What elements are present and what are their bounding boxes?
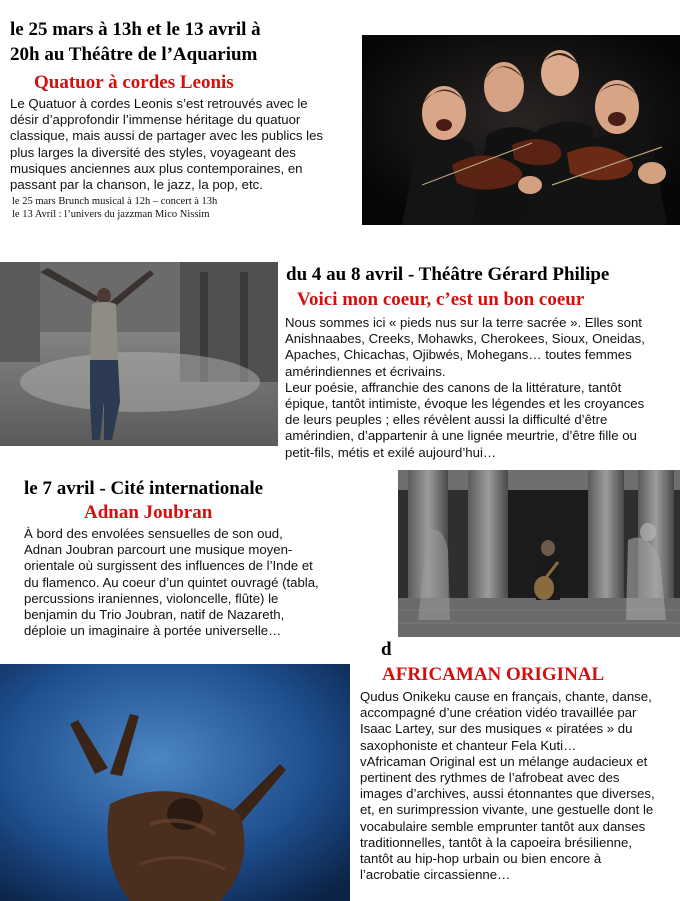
section3-date-heading: le 7 avril - Cité internationale [24,478,264,499]
text-line: Le Quatuor à cordes Leonis s’est retrouvés avec le [10,96,308,111]
section1-schedule-line2: le 13 Avril : l’univers du jazzman Mico Nissim [12,209,210,220]
text-line: vocabulaire semble emprunter tantôt aux danses [360,818,646,834]
text-line: Isaac Lartey, sur des musiques « piratées » du [360,721,633,737]
text-line: classique, mais aussi de partager avec les publics les [10,128,323,144]
text-line: déploie un imaginaire à portée universelle… [24,623,282,639]
section4-title: AFRICAMAN ORIGINAL [382,664,605,685]
text-line: Nous sommes ici « pieds nus sur la terre sacrée ». Elles sont [285,315,642,330]
section2-date-heading: du 4 au 8 avril - Théâtre Gérard Philipe [286,264,610,285]
text-line: À bord des envolées sensuelles de son oud, [24,526,283,541]
section1-description [10,96,354,193]
text-line: tantôt au hip-hop urbain ou bien encore à [360,851,602,867]
text-line: l’acrobatie circassienne… [360,867,511,883]
text-line: amérindien, d’appartenir à une lignée meurtrie, d’être fille ou [285,428,637,444]
text-line: Qudus Onikeku cause en français, chante, danse, [360,689,652,704]
section4-date-fragment: d [381,639,392,660]
text-line: plus larges la diversité des styles, voyageant des [10,144,296,160]
text-line: Anishnaabes, Creeks, Mohawks, Cherokees, Sioux, Oneidas, [285,331,645,347]
string-quartet-photo [362,35,680,225]
text-line: accompagné d’une création vidéo travaillée par [360,705,637,721]
section2-description [285,315,677,461]
section1-date-line2: 20h au Théâtre de l’Aquarium [10,44,258,65]
text-line: et, en surimpression vivante, une gestuelle dont le [360,802,654,818]
oud-player-colonnade-photo [398,470,680,637]
text-line: amérindiennes et écrivains. [285,363,446,379]
text-line: désir d’approfondir l’immense héritage du quatuor [10,112,301,128]
dancer-arms-open-photo [0,262,278,446]
text-line: épique, tantôt intimiste, évoque les légendes et les croyances [285,396,645,412]
section2-title: Voici mon coeur, c’est un bon coeur [297,289,585,310]
section4-description [360,689,678,883]
section3-description [24,526,376,639]
text-line: vAfricaman Original est un mélange audacieux et [360,753,648,769]
text-line: Leur poésie, affranchie des canons de la littérature, tantôt [285,379,622,395]
text-line: traditionnelles, tantôt à la capoeira brésilienne, [360,834,632,850]
text-line: pertinent des rythmes de l’afrobeat avec des [360,770,620,786]
section3-title: Adnan Joubran [84,502,213,523]
text-line: images d’archives, aussi étonnantes que diverses, [360,786,655,802]
text-line: petit-fils, métis et exilé aujourd’hui… [285,444,497,460]
africaman-dancer-photo [0,664,350,901]
section1-schedule-line1: le 25 mars Brunch musical à 12h – concert à 13h [12,196,218,207]
text-line: de leurs peuples ; elles révèlent aussi la difficulté d’être [285,412,608,428]
text-line: benjamin du Trio Joubran, natif de Nazareth, [24,607,285,623]
text-line: Apaches, Chicachas, Ojibwés, Mohegans… toutes femmes [285,347,632,363]
text-line: orientale où surgissent des influences de l’Inde et [24,558,313,574]
section1-date-line1: le 25 mars à 13h et le 13 avril à [10,19,261,40]
text-line: du flamenco. Au coeur d’un quintet ouvragé (tabla, [24,574,319,590]
text-line: Adnan Joubran parcourt une musique moyen- [24,542,293,558]
text-line: passant par la chanson, le jazz, la pop, etc. [10,177,263,193]
text-line: saxophoniste et chanteur Fela Kuti… [360,737,577,753]
text-line: musiques anciennes aux plus contemporaines, en [10,160,303,176]
section1-title: Quatuor à cordes Leonis [34,72,234,93]
section1-date-heading [10,17,350,67]
text-line: percussions iraniennes, violoncelle, flûte) le [24,590,279,606]
